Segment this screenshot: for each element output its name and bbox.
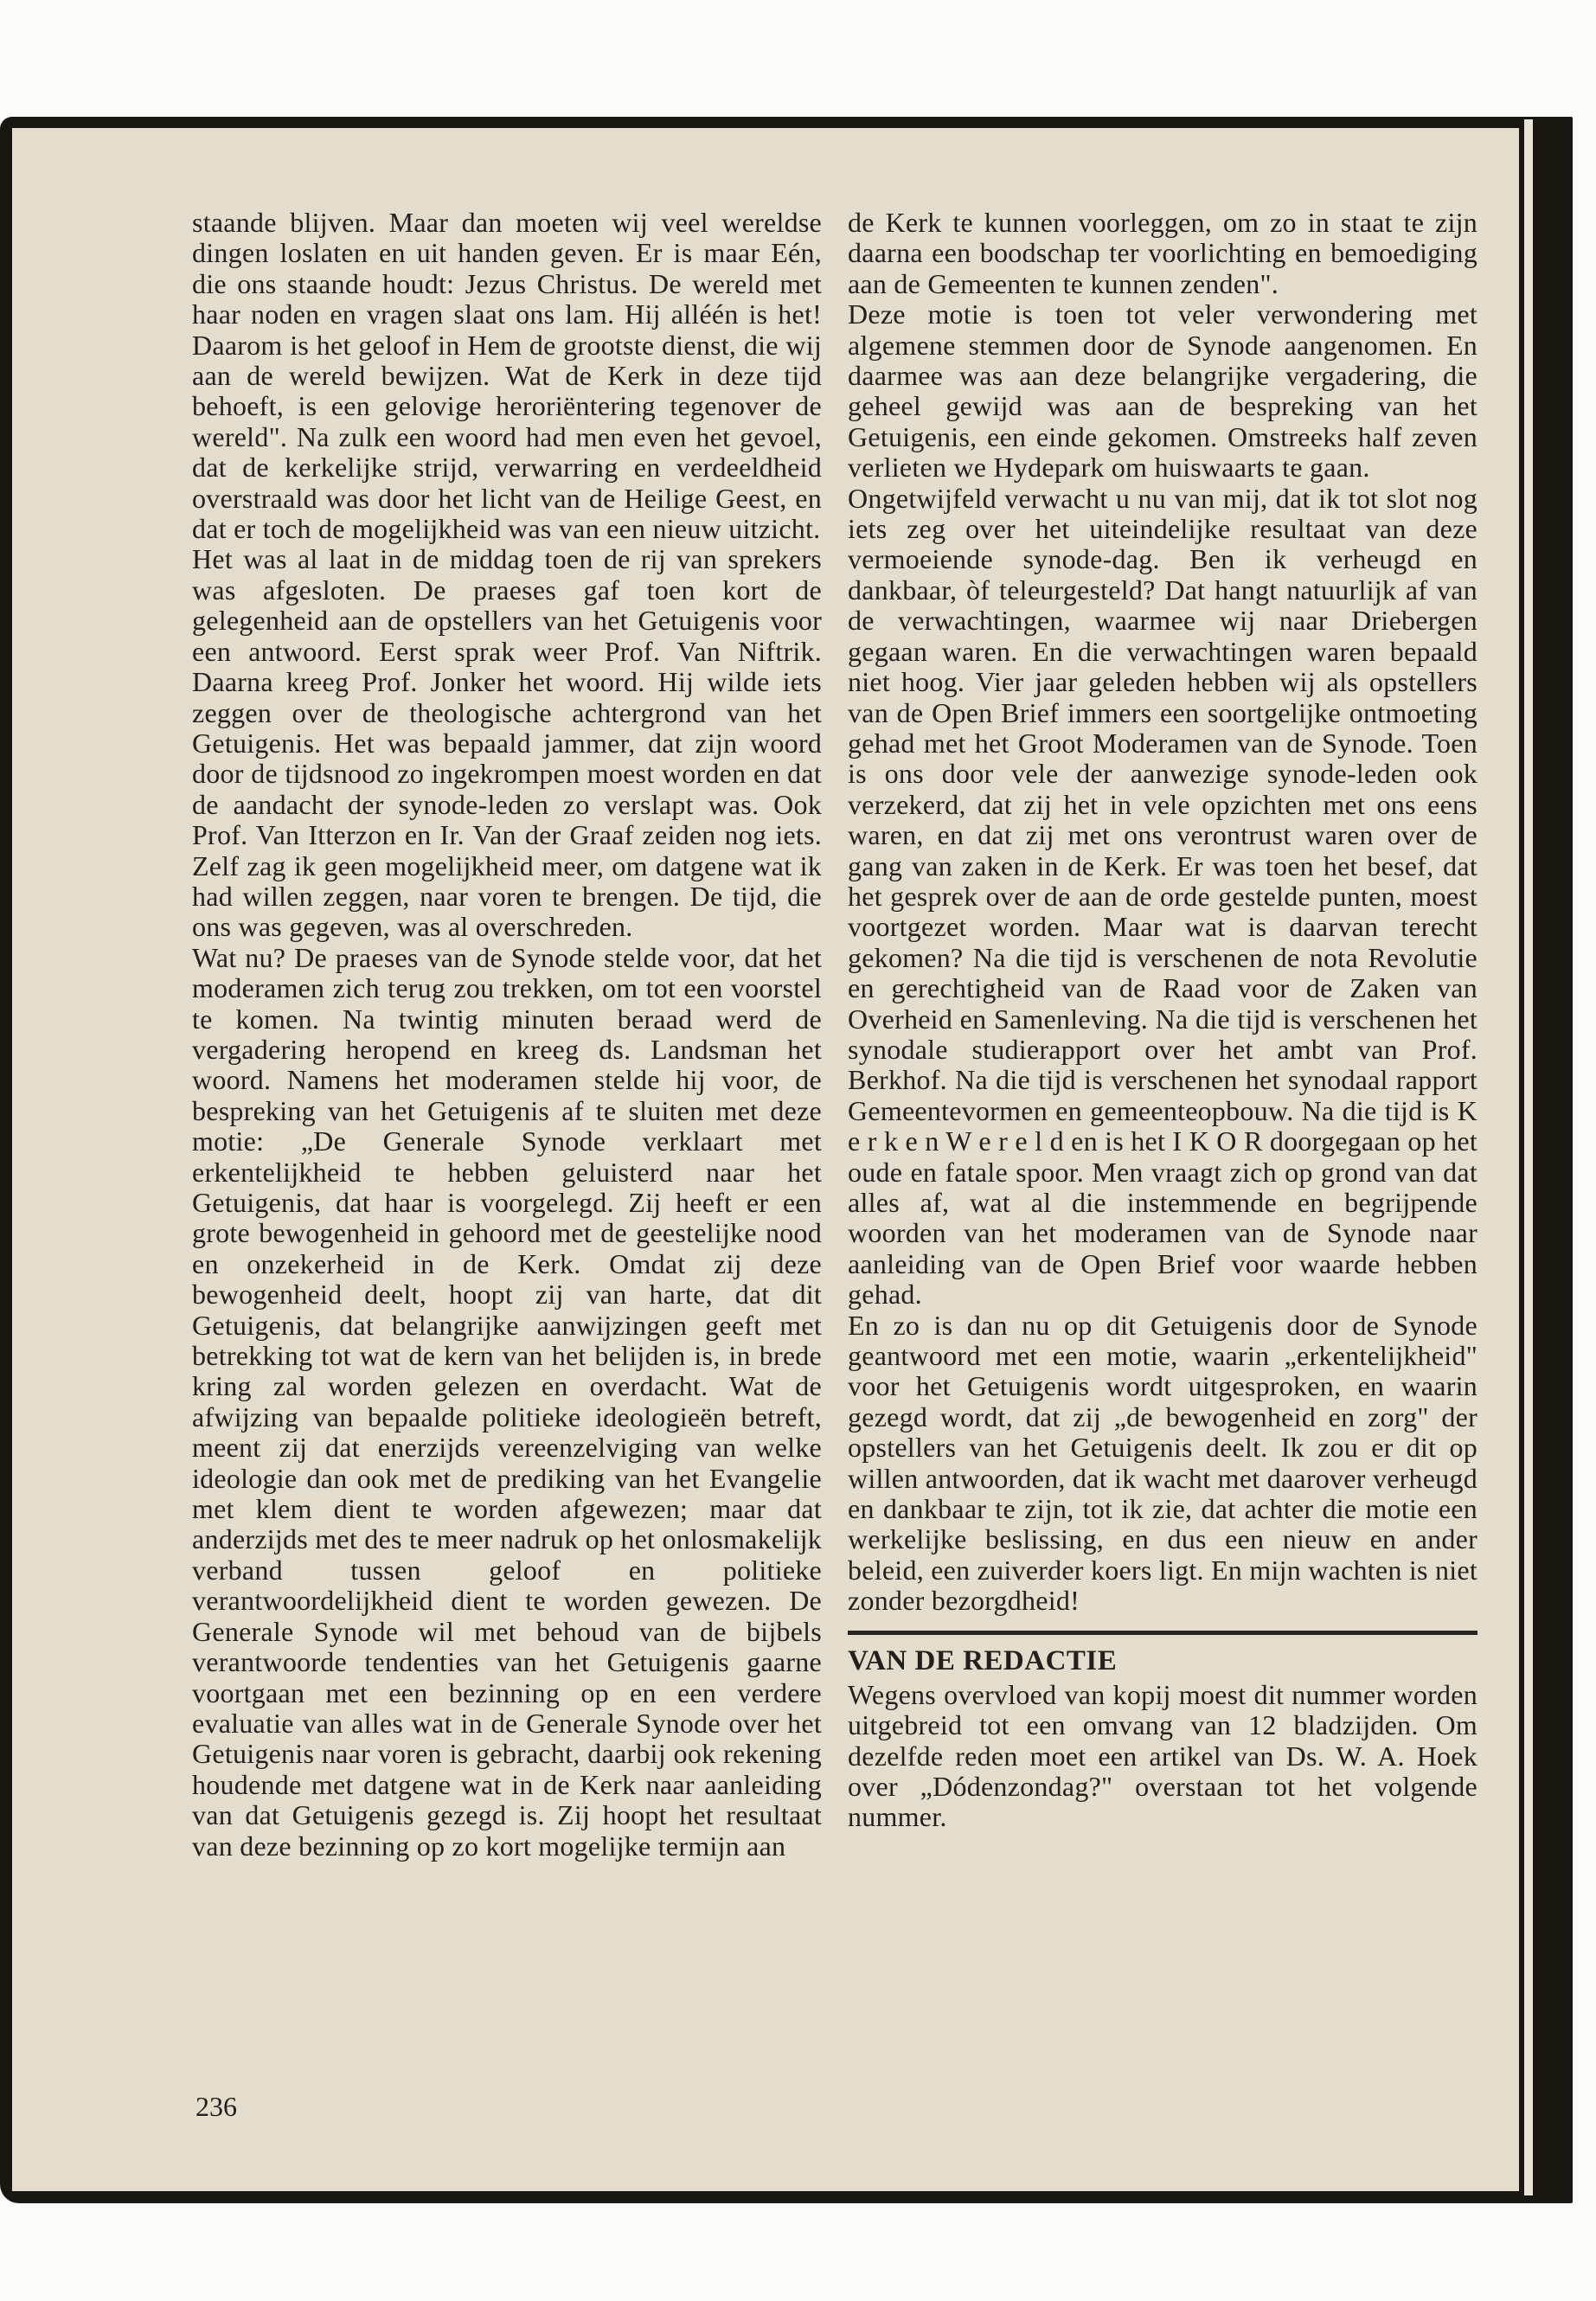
right-paragraph-2: Deze motie is toen tot veler verwondering met algemene stemmen door de Synode aangenomen. En daarmee was aan deze belangrijke vergadering, die geheel gewijd was aan de bespreking van het Getuigenis, een einde gekomen. Omstreeks half zeven verlieten we Hydepark om huiswaarts te gaan.	[848, 298, 1477, 484]
left-paragraph-3: Wat nu? De praeses van de Synode stelde voor, dat het moderamen zich terug zou trekken, om tot een voorstel te komen. Na twintig minuten beraad werd de vergadering heropend en kreeg ds. Landsman het woord. Namens het moderamen stelde hij voor, de bespreking van het Getuigenis af te sluiten met deze motie: „De Generale Synode verklaart met erkentelijkheid te hebben geluisterd naar het Getuigenis, dat haar is voorgelegd. Zij heeft er een grote bewogenheid in gehoord met de geestelijke nood en onzekerheid in de Kerk. Omdat zij deze bewogenheid deelt, hoopt zij van harte, dat dit Getuigenis, dat belangrijke aanwijzingen geeft met betrekking tot wat de kern van het belijden is, in brede kring zal worden gelezen en overdacht. Wat de afwijzing van bepaalde politieke ideologieën betreft, meent zij dat enerzijds vereenzelviging van welke ideologie dan ook met de prediking van het Evangelie met klem dient te worden afgewezen; maar dat anderzijds met des te meer nadruk op het onlosmakelijk verband tussen geloof en politieke verantwoordelijkheid dient te worden gewezen. De Generale Synode wil met behoud van de bijbels verantwoorde tendenties van het Getuigenis gaarne voortgaan met een bezinning op en een verdere evaluatie van alles wat in de Generale Synode over het Getuigenis naar voren is gebracht, daarbij ook rekening houdende met datgene wat in de Kerk naar aanleiding van dat Getuigenis gezegd is. Zij hoopt het resultaat van deze bezinning op zo kort mogelijke termijn aan	[192, 941, 822, 1862]
right-paragraph-4: En zo is dan nu op dit Getuigenis door de Synode geantwoord met een motie, waarin „erkentelijkheid" voor het Getuigenis wordt uitgesproken, en waarin gezegd wordt, dat zij „de bewogenheid en zorg" der opstellers van het Getuigenis deelt. Ik zou er dit op willen antwoorden, dat ik wacht met daarover verheugd en dankbaar te zijn, tot ik zie, dat achter die motie een werkelijke beslissing, en dus een nieuw en ander beleid, een zuiverder koers ligt. En mijn wachten is niet zonder bezorgdheid!	[848, 1309, 1477, 1617]
left-column	[192, 208, 822, 1862]
section-heading: VAN DE REDACTIE	[848, 1644, 1118, 1676]
page-number: 236	[195, 2091, 237, 2122]
right-paragraph-3: Ongetwijfeld verwacht u nu van mij, dat ik tot slot nog iets zeg over het uiteindelijke resultaat van deze vermoeiende synode-dag. Ben ik verheugd en dankbaar, òf teleurgesteld? Dat hangt natuurlijk af van de verwachtingen, waarmee wij naar Driebergen gegaan waren. En die verwachtingen waren bepaald niet hoog. Vier jaar geleden hebben wij als opstellers van de Open Brief immers een soortgelijke ontmoeting gehad met het Groot Moderamen van de Synode. Toen is ons door vele der aanwezige synode-leden ook verzekerd, dat zij het in vele opzichten met ons eens waren, en dat zij met ons verontrust waren over de gang van zaken in de Kerk. Er was toen het besef, dat het gesprek over de aan de orde gestelde punten, moest voortgezet worden. Maar wat is daarvan terecht gekomen? Na die tijd is verschenen de nota Revolutie en gerechtigheid van de Raad voor de Zaken van Overheid en Samenleving. Na die tijd is verschenen het synodale studierapport over het ambt van Prof. Berkhof. Na die tijd is verschenen het synodaal rapport Gemeentevormen en gemeenteopbouw. Na die tijd is K e r k e n W e r e l d en is het I K O R doorgegaan op het oude en fatale spoor. Men vraagt zich op grond van dat alles af, wat al die instemmende en begrijpende woorden van het moderamen van de Synode naar aanleiding van de Open Brief voor waarde hebben gehad.	[848, 482, 1477, 1311]
editorial-note: Wegens overvloed van kopij moest dit nummer worden uitgebreid tot een omvang van 12 bladzijden. Om dezelfde reden moet een artikel van Ds. W. A. Hoek over „Dódenzondag?" overstaan tot het volgende nummer.	[848, 1678, 1477, 1833]
binding-spine	[1524, 119, 1533, 2195]
right-column	[848, 208, 1477, 1833]
right-paragraph-1: de Kerk te kunnen voorleggen, om zo in staat te zijn daarna een boodschap ter voorlichting en bemoediging aan de Gemeenten te kunnen zenden".	[848, 207, 1477, 299]
left-paragraph-2: Het was al laat in de middag toen de rij van sprekers was afgesloten. De praeses gaf toen kort de gelegenheid aan de opstellers van het Getuigenis voor een antwoord. Eerst sprak weer Prof. Van Niftrik. Daarna kreeg Prof. Jonker het woord. Hij wilde iets zeggen over de theologische achtergrond van het Getuigenis. Het was bepaald jammer, dat zijn woord door de tijdsnood zo ingekrompen moest worden en dat de aandacht der synode-leden zo verslapt was. Ook Prof. Van Itterzon en Ir. Van der Graaf zeiden nog iets. Zelf zag ik geen mogelijkheid meer, om datgene wat ik had willen zeggen, naar voren te brengen. De tijd, die ons was gegeven, was al overschreden.	[192, 543, 822, 943]
left-paragraph-1: staande blijven. Maar dan moeten wij veel wereldse dingen loslaten en uit handen geven. Er is maar Eén, die ons staande houdt: Jezus Christus. De wereld met haar noden en vragen slaat ons lam. Hij alléén is het! Daarom is het geloof in Hem de grootste dienst, die wij aan de wereld bewijzen. Wat de Kerk in deze tijd behoeft, is een gelovige heroriëntering tegenover de wereld". Na zulk een woord had men even het gevoel, dat de kerkelijke strijd, verwarring en verdeeldheid overstraald was door het licht van de Heilige Geest, en dat er toch de mogelijkheid was van een nieuw uitzicht.	[192, 207, 822, 545]
section-divider	[848, 1631, 1477, 1635]
